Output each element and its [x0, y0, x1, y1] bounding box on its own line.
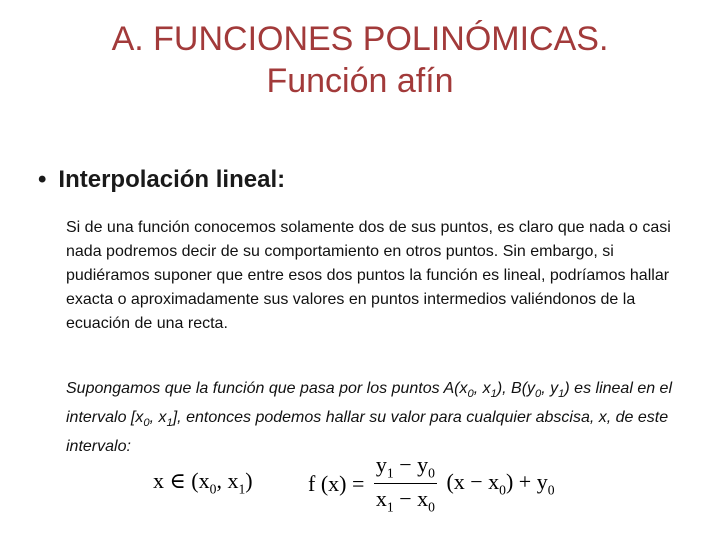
p2-text-6: , x: [149, 409, 167, 427]
fl-b: , x: [216, 468, 239, 493]
p2-text-4: , y: [541, 380, 559, 397]
den-s1: 1: [386, 499, 394, 515]
section-heading: [38, 166, 285, 194]
den-b: − x: [393, 486, 429, 512]
p2-text-1: Supongamos que la función que pasa por los puntos A(x: [66, 380, 468, 397]
fl-s1: 0: [209, 481, 217, 497]
rhs-s1: 0: [499, 482, 506, 498]
intro-paragraph: Si de una función conocemos solamente dos de sus puntos, es claro que nada o casi nada podremos decir de su comportamiento en otros puntos. Sin embargo, si pudiéramos suponer que entre esos dos puntos la función es lineal, podríamos hallar exacta o aproximadamente sus valores en puntos intermedios valiéndonos de la ecuación de una recta.: [66, 219, 671, 332]
title-line-1: A. FUNCIONES POLINÓMICAS.: [111, 20, 609, 58]
p2-sub-3: 0: [535, 388, 542, 401]
interpolation-formula: [308, 452, 555, 516]
rhs-s2: 0: [547, 482, 555, 498]
formula-rhs: [446, 469, 554, 498]
heading-text: Interpolación lineal:: [58, 166, 286, 193]
p2-sub-1: 0: [467, 388, 474, 401]
p2-sub-2: 1: [490, 388, 497, 401]
p2-sub-5: 0: [143, 417, 150, 430]
p2-sub-4: 1: [558, 388, 565, 401]
formula-fraction: [374, 452, 437, 516]
fraction-numerator: [374, 452, 437, 481]
num-a: y: [375, 452, 387, 477]
rhs-a: (x − x: [446, 469, 500, 495]
title-line-2: Función afín: [266, 62, 454, 100]
bullet-marker: •: [38, 166, 47, 193]
rhs-b: ) + y: [505, 469, 548, 495]
num-s1: 1: [386, 465, 394, 481]
den-s2: 0: [428, 499, 435, 515]
num-b: − y: [393, 452, 429, 477]
assumption-paragraph: [66, 377, 676, 458]
fl-s2: 1: [238, 481, 246, 497]
num-s2: 0: [428, 465, 435, 481]
p2-text-5: ) es lineal en el intervalo [x: [66, 380, 673, 427]
fraction-bar: [374, 483, 437, 484]
p2-text-3: ), B(y: [496, 380, 536, 397]
p2-sub-6: 1: [166, 417, 173, 430]
slide-title: [0, 18, 720, 102]
interval-formula: [153, 468, 253, 497]
formula-lhs: f (x) =: [308, 470, 365, 496]
p2-text-7: ], entonces podemos hallar su valor para cualquier abscisa, x, de este intervalo:: [66, 409, 669, 456]
fl-a: x ∈ (x: [153, 468, 210, 493]
den-a: x: [375, 486, 387, 512]
p2-text-2: , x: [473, 380, 491, 397]
fraction-denominator: [374, 486, 437, 515]
fl-c: ): [245, 468, 253, 493]
